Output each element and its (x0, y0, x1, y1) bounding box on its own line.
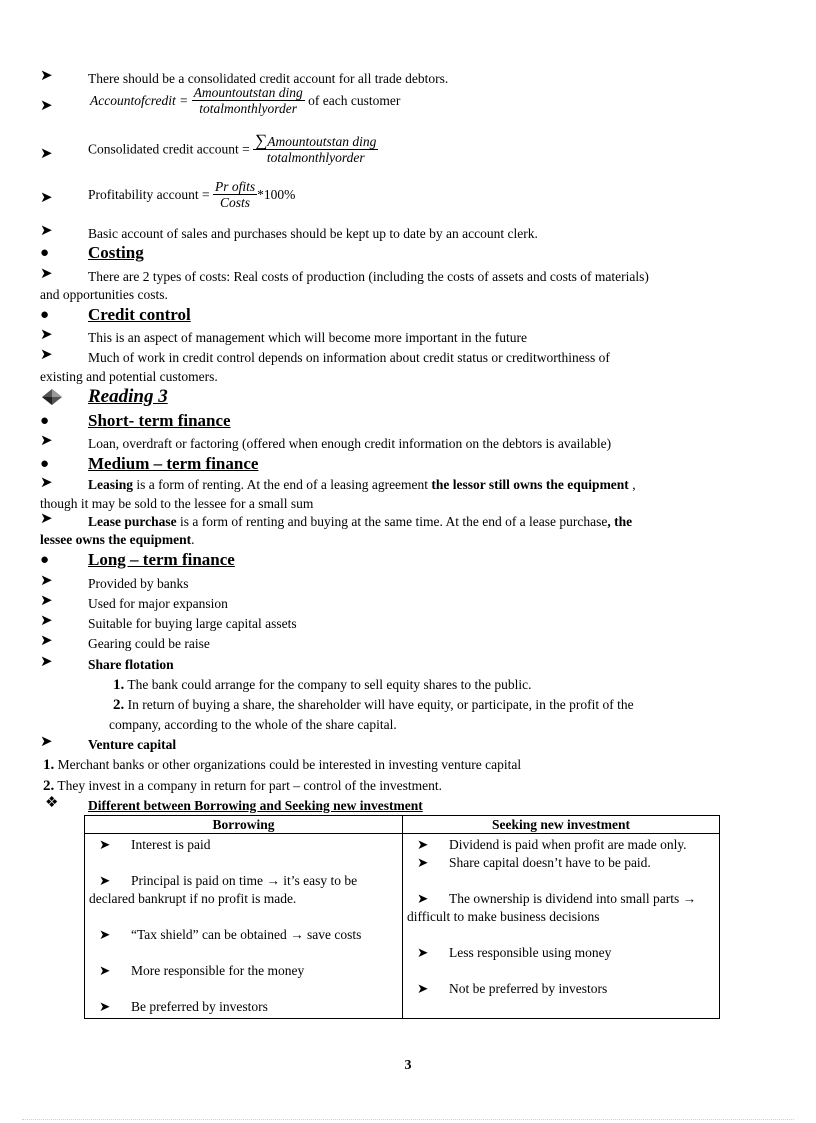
item-number: 2. (43, 778, 55, 794)
text-line: though it may be sold to the lessee for a small sum (40, 496, 314, 511)
list-item (407, 980, 715, 998)
text-line: Gearing could be raise (88, 636, 210, 651)
arrow-bullet-icon: ➤ (40, 223, 53, 239)
list-item-text: Principal is paid on time → it’s easy to be declared bankrupt if no profit is made. (89, 873, 358, 906)
formula-lhs: Consolidated credit account = (88, 141, 250, 157)
column-header-borrowing: Borrowing (85, 816, 403, 834)
text-line: Loan, overdraft or factoring (offered when enough credit information on the debtors is available) (88, 436, 612, 451)
fraction-denominator: totalmonthlyorder (266, 150, 365, 165)
item-text: Merchant banks or other organizations could be interested in investing venture capital (57, 757, 522, 772)
heading-medium-term: Medium – term finance (88, 454, 259, 473)
list-item (89, 998, 398, 1016)
arrow-bullet-icon: ➤ (99, 999, 111, 1014)
numbered-item (43, 757, 521, 773)
arrow-bullet-icon: ➤ (40, 475, 53, 491)
list-item (89, 836, 398, 854)
list-item (89, 962, 398, 980)
formula-tail: of each customer (308, 93, 401, 108)
text-line (40, 532, 195, 548)
numbered-item (113, 697, 634, 713)
list-item-text: “Tax shield” can be obtained → save costs (131, 927, 362, 942)
list-item-text: Share capital doesn’t have to be paid. (449, 855, 651, 870)
leasing-comma: , (632, 477, 636, 492)
column-header-seeking: Seeking new investment (403, 816, 720, 834)
arrow-bullet-icon: ➤ (40, 511, 53, 527)
arrow-bullet-icon: ➤ (40, 266, 53, 282)
lessee-owns-bold: lessee owns the equipment (40, 532, 192, 547)
arrow-bullet-icon: ➤ (40, 633, 53, 649)
list-item (407, 854, 715, 872)
numbered-item (113, 677, 532, 693)
item-number: 2. (113, 697, 125, 713)
page-number: 3 (404, 1058, 412, 1073)
dot-bullet-icon: ● (40, 413, 50, 429)
arrow-bullet-icon: ➤ (40, 98, 53, 114)
item-number: 1. (113, 677, 125, 693)
fraction-numerator-text: Amountoutstan ding (267, 134, 377, 149)
list-item (407, 944, 715, 962)
list-item-text: Dividend is paid when profit are made only. (449, 837, 687, 852)
arrow-bullet-icon: ➤ (40, 68, 53, 84)
arrow-bullet-icon: ➤ (40, 593, 53, 609)
arrow-bullet-icon: ➤ (40, 613, 53, 629)
fraction-numerator (253, 133, 378, 150)
list-item-text: Interest is paid (131, 837, 211, 852)
fraction-denominator: Costs (220, 195, 251, 210)
item-text: In return of buying a share, the shareholder will have equity, or participate, in the profit of the (127, 697, 634, 712)
heading-reading-3: Reading 3 (88, 386, 168, 407)
heading-venture-capital: Venture capital (88, 737, 177, 752)
lease-purchase-term: Lease purchase (88, 514, 177, 529)
fraction (253, 133, 378, 166)
fraction (213, 179, 257, 211)
heading-credit-control: Credit control (88, 305, 191, 324)
formula-lhs: Profitability account = (88, 187, 210, 202)
list-item-text: The ownership is dividend into small parts → difficult to make business decisions (407, 891, 697, 924)
text-line: Basic account of sales and purchases should be kept up to date by an account clerk. (88, 226, 538, 241)
dot-bullet-icon: ● (40, 245, 50, 261)
sum-symbol: ∑ (255, 131, 268, 150)
period: . (191, 532, 195, 547)
text-line: There are 2 types of costs: Real costs of production (including the costs of assets and costs of materials) (88, 269, 649, 284)
text-line-lease-purchase (88, 514, 632, 530)
list-item (89, 926, 398, 944)
dot-bullet-icon: ● (40, 552, 50, 568)
fraction-numerator: Amountoutstan ding (193, 85, 303, 100)
text-line: company, according to the whole of the share capital. (109, 717, 397, 732)
table-header-row (85, 816, 720, 834)
fraction-numerator: Pr ofits (214, 179, 256, 194)
arrow-bullet-icon: ➤ (40, 347, 53, 363)
borrowing-cell (85, 834, 403, 1019)
leasing-text: is a form of renting. At the end of a leasing agreement (136, 477, 429, 492)
heading-difference: Different between Borrowing and Seeking new investment (88, 798, 423, 813)
arrow-bullet-icon: ➤ (99, 837, 111, 852)
list-item (407, 890, 715, 926)
text-line: Suitable for buying large capital assets (88, 616, 297, 631)
text-line: Provided by banks (88, 576, 189, 591)
reading-diamond-icon (41, 388, 63, 406)
arrow-bullet-icon: ➤ (99, 963, 111, 978)
lease-purchase-text: is a form of renting and buying at the same time. At the end of a lease purchase (180, 514, 608, 529)
list-item-text: More responsible for the money (131, 963, 305, 978)
arrow-bullet-icon: ➤ (417, 891, 429, 906)
fraction-denominator: totalmonthlyorder (199, 101, 298, 116)
comparison-table (84, 815, 720, 1019)
arrow-bullet-icon: ➤ (40, 734, 53, 750)
arrow-bullet-icon: ➤ (40, 146, 53, 162)
item-text: The bank could arrange for the company to sell equity shares to the public. (127, 677, 532, 692)
text-line: This is an aspect of management which will become more important in the future (88, 330, 527, 345)
arrow-bullet-icon: ➤ (417, 855, 429, 870)
arrow-bullet-icon: ➤ (417, 837, 429, 852)
dot-bullet-icon: ● (40, 456, 50, 472)
seeking-cell (403, 834, 720, 1019)
list-item-text: Less responsible using money (449, 945, 612, 960)
lease-purchase-bold: , the (607, 514, 633, 529)
arrow-bullet-icon: ➤ (40, 327, 53, 343)
text-line: Much of work in credit control depends on information about credit status or creditworthiness of (88, 350, 610, 365)
dot-bullet-icon: ● (40, 307, 50, 323)
arrow-bullet-icon: ➤ (417, 945, 429, 960)
arrow-bullet-icon: ➤ (99, 927, 111, 942)
arrow-bullet-icon: ➤ (417, 981, 429, 996)
arrow-bullet-icon: ➤ (40, 654, 53, 670)
formula-lhs: Accountofcredit = (90, 93, 189, 108)
table-row (85, 834, 720, 1019)
list-item (407, 836, 715, 854)
heading-short-term: Short- term finance (88, 411, 231, 430)
leasing-bold: the lessor still owns the equipment (431, 477, 629, 492)
heading-long-term: Long – term finance (88, 550, 235, 569)
formula-tail: *100% (257, 187, 296, 202)
arrow-bullet-icon: ➤ (40, 190, 53, 206)
list-item (89, 872, 398, 908)
arrow-bullet-icon: ➤ (99, 873, 111, 888)
heading-costing: Costing (88, 243, 144, 262)
fraction (192, 85, 305, 117)
numbered-item (43, 778, 442, 794)
page-bottom-border (22, 1119, 794, 1120)
arrow-bullet-icon: ➤ (40, 433, 53, 449)
formula-consolidated-credit (88, 133, 378, 166)
item-number: 1. (43, 757, 55, 773)
list-item-text: Not be preferred by investors (449, 981, 608, 996)
list-item-text: Be preferred by investors (131, 999, 268, 1014)
leasing-term: Leasing (88, 477, 134, 492)
arrow-bullet-icon: ➤ (40, 573, 53, 589)
text-line: and opportunities costs. (40, 287, 168, 302)
formula-account-of-credit (90, 85, 400, 117)
text-line: Used for major expansion (88, 596, 228, 611)
item-text: They invest in a company in return for part – control of the investment. (57, 778, 443, 793)
formula-profitability (88, 179, 295, 211)
text-line-leasing (88, 477, 636, 493)
text-line: There should be a consolidated credit account for all trade debtors. (88, 71, 449, 86)
heading-share-flotation: Share flotation (88, 657, 174, 672)
diamond-bullet-icon: ❖ (45, 795, 59, 811)
text-line: existing and potential customers. (40, 369, 218, 384)
